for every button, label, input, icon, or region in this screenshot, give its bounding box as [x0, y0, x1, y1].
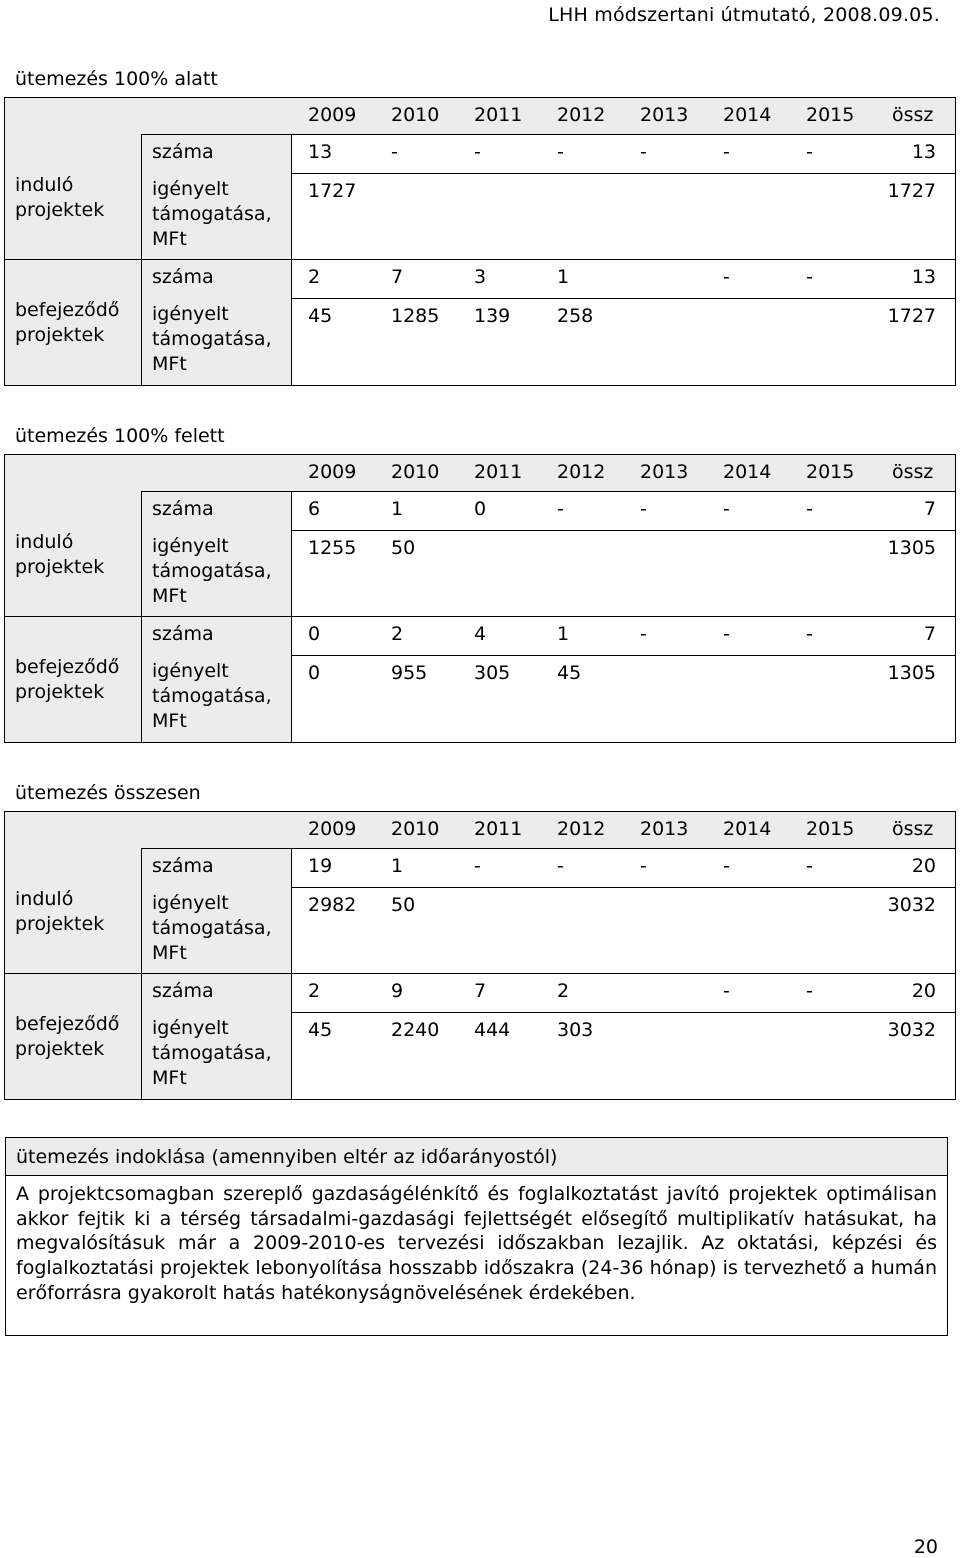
data-cell: 955: [391, 662, 428, 684]
data-cell: 0: [308, 623, 321, 645]
row-divider: [291, 530, 956, 531]
border-top: [4, 97, 956, 98]
data-cell: 45: [308, 1019, 333, 1041]
data-cell: 0: [308, 662, 321, 684]
schedule-justification-box: [5, 1137, 948, 1336]
row-divider: [291, 173, 956, 174]
data-cell: 7: [391, 266, 404, 288]
row-label: száma: [152, 855, 214, 877]
year-header: össz: [892, 461, 934, 483]
data-cell: 7: [474, 980, 487, 1002]
page-header: LHH módszertani útmutató, 2008.09.05.: [548, 4, 940, 26]
data-cell: -: [806, 855, 813, 877]
data-cell: 1285: [391, 305, 440, 327]
data-cell: 1727: [887, 305, 936, 327]
year-header: 2009: [308, 461, 357, 483]
data-cell: 2: [391, 623, 404, 645]
justification-title: ütemezés indoklása (amennyiben eltér az időarányostól): [6, 1138, 947, 1176]
data-cell: -: [474, 141, 481, 163]
group-divider: [4, 616, 956, 617]
data-cell: 1: [391, 855, 404, 877]
year-header: 2009: [308, 104, 357, 126]
data-cell: -: [806, 623, 813, 645]
data-cell: -: [723, 980, 730, 1002]
data-cell: 45: [557, 662, 582, 684]
data-cell: -: [474, 855, 481, 877]
data-cell: -: [391, 141, 398, 163]
row-label: száma: [152, 266, 214, 288]
data-cell: 3: [474, 266, 487, 288]
data-cell: 1: [557, 266, 570, 288]
data-cell: 305: [474, 662, 511, 684]
data-cell: -: [640, 141, 647, 163]
col-divider: [291, 134, 292, 386]
data-cell: 20: [911, 980, 936, 1002]
border-left: [4, 811, 5, 1100]
border-left: [4, 97, 5, 386]
year-header: 2012: [557, 461, 606, 483]
data-cell: -: [723, 855, 730, 877]
data-cell: 9: [391, 980, 404, 1002]
border-bottom: [4, 742, 956, 743]
page-number: 20: [913, 1536, 938, 1558]
section-title: ütemezés 100% felett: [15, 425, 225, 447]
data-cell: 3032: [887, 1019, 936, 1041]
year-header: 2012: [557, 818, 606, 840]
data-cell: 19: [308, 855, 333, 877]
row-label: igényelt támogatása, MFt: [152, 178, 272, 250]
row-label: igényelt támogatása, MFt: [152, 1017, 272, 1089]
group-label: befejeződő projektek: [15, 656, 120, 703]
year-header: 2013: [640, 461, 689, 483]
section-title: ütemezés összesen: [15, 782, 201, 804]
data-cell: 4: [474, 623, 487, 645]
data-cell: 444: [474, 1019, 511, 1041]
data-cell: -: [806, 980, 813, 1002]
group-label-bg: [4, 848, 141, 1100]
col-divider: [141, 491, 142, 743]
col-divider: [141, 848, 142, 1100]
year-header: 2011: [474, 461, 523, 483]
row-divider: [291, 887, 956, 888]
data-cell: -: [806, 266, 813, 288]
year-header: 2010: [391, 104, 440, 126]
col-divider: [291, 848, 292, 1100]
data-cell: -: [640, 498, 647, 520]
border-right: [955, 811, 956, 1100]
data-cell: -: [557, 141, 564, 163]
year-header: 2013: [640, 818, 689, 840]
data-cell: 3032: [887, 894, 936, 916]
data-cell: -: [557, 855, 564, 877]
data-cell: 50: [391, 537, 416, 559]
data-cell: 2: [308, 266, 321, 288]
data-cell: 45: [308, 305, 333, 327]
data-cell: 13: [911, 141, 936, 163]
data-cell: 1727: [308, 180, 357, 202]
data-cell: 7: [923, 623, 936, 645]
data-cell: -: [806, 141, 813, 163]
data-cell: -: [723, 498, 730, 520]
data-cell: 1: [391, 498, 404, 520]
row-divider: [141, 848, 956, 849]
data-cell: -: [723, 623, 730, 645]
data-cell: -: [640, 623, 647, 645]
year-header: 2014: [723, 104, 772, 126]
data-cell: 7: [923, 498, 936, 520]
data-cell: 0: [474, 498, 487, 520]
row-label: száma: [152, 980, 214, 1002]
data-cell: -: [723, 266, 730, 288]
data-cell: 1305: [887, 662, 936, 684]
row-label: igényelt támogatása, MFt: [152, 660, 272, 732]
data-cell: -: [557, 498, 564, 520]
data-cell: 2982: [308, 894, 357, 916]
row-label: igényelt támogatása, MFt: [152, 535, 272, 607]
border-bottom: [4, 385, 956, 386]
year-header: 2009: [308, 818, 357, 840]
group-label: induló projektek: [15, 888, 105, 935]
year-header: 2015: [806, 818, 855, 840]
group-label-bg: [4, 134, 141, 386]
row-divider: [291, 298, 956, 299]
group-label: befejeződő projektek: [15, 299, 120, 346]
year-header: 2015: [806, 104, 855, 126]
data-cell: 20: [911, 855, 936, 877]
group-label: induló projektek: [15, 531, 105, 578]
border-top: [4, 454, 956, 455]
data-cell: 258: [557, 305, 594, 327]
data-cell: 50: [391, 894, 416, 916]
justification-text: A projektcsomagban szereplő gazdaságélénkítő és foglalkoztatást javító projektek optimálisan akkor fejtik ki a térség társadalmi-gazdasági fejlettségét elősegítő multiplikatív hatásukat, ha megvalósításuk már a 2009-2010-es tervezési időszakban lezajlik. Az oktatási, képzési és foglalkoztatási projektek lebonyolítása hosszabb időszakra (24-36 hónap) is tervezhető a humán erőforrásra gyakorolt hatás hatékonyságnövelésének érdekében.: [16, 1183, 937, 1304]
data-cell: 2240: [391, 1019, 440, 1041]
row-divider: [291, 1012, 956, 1013]
data-cell: 1: [557, 623, 570, 645]
schedule-table-total: [4, 811, 956, 1100]
schedule-table-over-100: [4, 454, 956, 743]
year-header: 2014: [723, 818, 772, 840]
section-title: ütemezés 100% alatt: [15, 68, 218, 90]
row-divider: [141, 491, 956, 492]
border-right: [955, 97, 956, 386]
year-header: össz: [892, 104, 934, 126]
data-cell: -: [723, 141, 730, 163]
year-header: 2010: [391, 461, 440, 483]
year-header: össz: [892, 818, 934, 840]
col-divider: [141, 134, 142, 386]
border-right: [955, 454, 956, 743]
data-cell: -: [806, 498, 813, 520]
data-cell: 139: [474, 305, 511, 327]
data-cell: 1727: [887, 180, 936, 202]
group-label: induló projektek: [15, 174, 105, 221]
year-header: 2010: [391, 818, 440, 840]
data-cell: 1305: [887, 537, 936, 559]
data-cell: 2: [308, 980, 321, 1002]
row-label: száma: [152, 498, 214, 520]
group-label-bg: [4, 491, 141, 743]
data-cell: -: [640, 855, 647, 877]
data-cell: 6: [308, 498, 321, 520]
year-header: 2013: [640, 104, 689, 126]
row-label: igényelt támogatása, MFt: [152, 303, 272, 375]
data-cell: 1255: [308, 537, 357, 559]
year-header: 2011: [474, 104, 523, 126]
data-cell: 13: [911, 266, 936, 288]
border-left: [4, 454, 5, 743]
group-label: befejeződő projektek: [15, 1013, 120, 1060]
border-top: [4, 811, 956, 812]
year-header: 2015: [806, 461, 855, 483]
row-divider: [291, 655, 956, 656]
schedule-table-under-100: [4, 97, 956, 386]
data-cell: 303: [557, 1019, 594, 1041]
year-header: 2014: [723, 461, 772, 483]
row-label: száma: [152, 141, 214, 163]
group-divider: [4, 259, 956, 260]
row-divider: [141, 134, 956, 135]
year-header: 2011: [474, 818, 523, 840]
row-label: igényelt támogatása, MFt: [152, 892, 272, 964]
row-label: száma: [152, 623, 214, 645]
year-header: 2012: [557, 104, 606, 126]
col-divider: [291, 491, 292, 743]
data-cell: 2: [557, 980, 570, 1002]
border-bottom: [4, 1099, 956, 1100]
group-divider: [4, 973, 956, 974]
data-cell: 13: [308, 141, 333, 163]
